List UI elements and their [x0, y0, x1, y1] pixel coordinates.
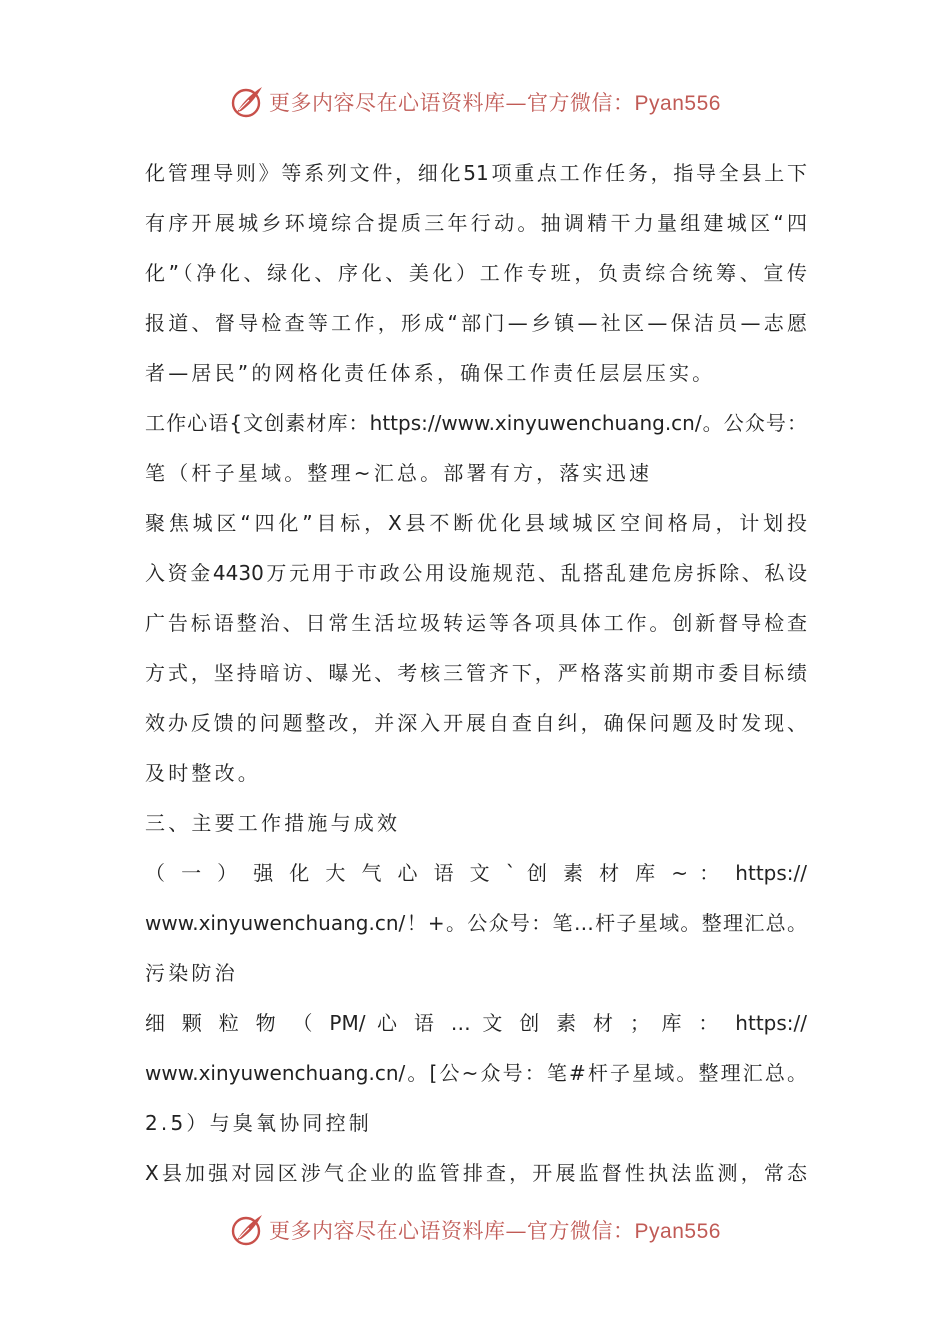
footer-banner-separator: — [505, 1219, 528, 1243]
body-line: 有序开展城乡环境综合提质三年行动。抽调精干力量组建城区“四 [145, 211, 807, 235]
body-line: 入资金4430万元用于市政公用设施规范、乱搭乱建危房拆除、私设 [145, 561, 807, 585]
body-line: X县加强对园区涉气企业的监管排查，开展监督性执法监测，常态 [145, 1161, 807, 1185]
header-banner [0, 82, 950, 122]
header-banner-main: 更多内容尽在心语资料库 [269, 91, 506, 115]
body-line: 效办反馈的问题整改，并深入开展自查自纠，确保问题及时发现、 [145, 711, 807, 735]
body-line: 者—居民”的网格化责任体系，确保工作责任层层压实。 [145, 361, 716, 385]
body-line: 化管理导则》等系列文件，细化51项重点工作任务，指导全县上下 [145, 161, 807, 185]
body-line: 2.5）与臭氧协同控制 [145, 1111, 373, 1135]
body-line: 聚焦城区“四化”目标，X县不断优化县域城区空间格局，计划投 [145, 511, 807, 535]
body-line: 细 颗 粒 物 （ PM/ 心 语 … 文 创 素 材 ； 库 ： https:// [145, 1011, 807, 1035]
body-line: 方式，坚持暗访、曝光、考核三管齐下，严格落实前期市委目标绩 [145, 661, 807, 685]
footer-banner-text [269, 1215, 721, 1245]
header-banner-suffix: 官方微信： [527, 91, 635, 115]
body-line: （ 一 ） 强 化 大 气 心 语 文 ` 创 素 材 库 ~ ： https:// [145, 861, 807, 885]
body-line: 广告标语整治、日常生活垃圾转运等各项具体工作。创新督导检查 [145, 611, 807, 635]
quill-logo-icon [229, 1212, 265, 1248]
body-line: 及时整改。 [145, 761, 261, 785]
body-line: 笔（杆子星域。整理~汇总。部署有方，落实迅速 [145, 461, 653, 485]
body-line: 化”（净化、绿化、序化、美化）工作专班，负责综合统筹、宣传 [145, 261, 807, 285]
header-banner-separator: — [505, 91, 528, 115]
document-body [145, 148, 807, 1198]
quill-logo-icon [229, 84, 265, 120]
header-banner-text [269, 87, 721, 117]
body-line: 报道、督导检查等工作，形成“部门—乡镇—社区—保洁员—志愿 [145, 311, 807, 335]
body-line: 工作心语{文创素材库：https://www.xinyuwenchuang.cn/。公众号： [145, 411, 807, 435]
header-banner-brand: Pyan556 [634, 92, 721, 115]
footer-banner-brand: Pyan556 [634, 1220, 721, 1243]
footer-banner [0, 1210, 950, 1250]
body-line: 污染防治 [145, 961, 238, 985]
footer-banner-suffix: 官方微信： [527, 1219, 635, 1243]
body-line: www.xinyuwenchuang.cn/！+。公众号：笔…杆子星域。整理汇总。 [145, 911, 807, 935]
footer-banner-main: 更多内容尽在心语资料库 [269, 1219, 506, 1243]
section-heading: 三、主要工作措施与成效 [145, 811, 401, 835]
body-line: www.xinyuwenchuang.cn/。[公~众号：笔#杆子星域。整理汇总。 [145, 1061, 807, 1085]
